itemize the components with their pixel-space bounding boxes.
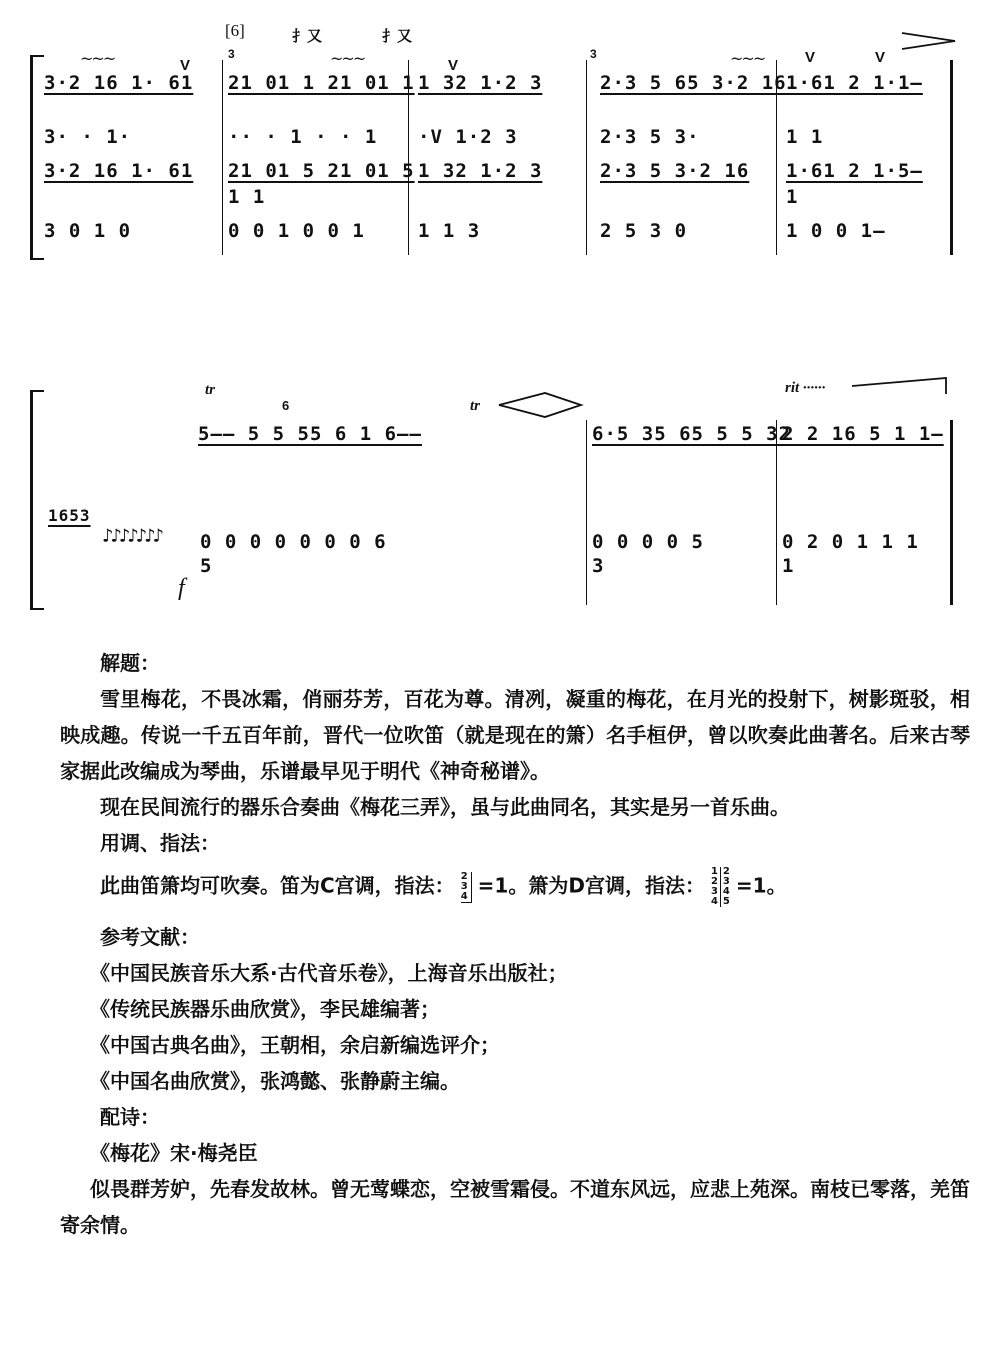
bar-line <box>222 60 223 255</box>
bar-line <box>586 420 587 605</box>
fingering-diagram-xiao <box>711 867 730 907</box>
mordent-mark: ~~~ <box>730 49 765 68</box>
reference-item: 《中国民族音乐大系·古代音乐卷》，上海音乐出版社； <box>90 961 568 985</box>
melody-measure: 1·61 2 1·5— <box>786 160 923 182</box>
finger-number: 2 <box>710 876 718 887</box>
music-score <box>0 0 1000 630</box>
reference-item: 《传统民族器乐曲欣赏》，李民雄编著； <box>90 997 440 1021</box>
ritardando-mark: rit ······ <box>785 380 826 396</box>
fingering-diagram-di <box>461 872 472 903</box>
harmony-measure: ·· · 1 · · 1 <box>228 126 378 148</box>
heading-refs: 参考文献： <box>100 925 200 949</box>
finger-number: 3 <box>460 880 468 892</box>
finger-number: 3 <box>710 886 718 897</box>
fingering-line <box>100 867 970 907</box>
bar-line <box>586 60 587 255</box>
finger-number: 3 <box>722 876 730 887</box>
bass-measure: 0 0 1 0 0 1 <box>228 220 365 242</box>
harmony-measure: 1 1 <box>786 126 824 148</box>
finger-number: 4 <box>710 896 718 907</box>
fingering-eq-a: =1。 <box>477 873 529 898</box>
bass-measure: 1 1 3 <box>418 220 481 242</box>
finger-number: 2 <box>722 866 730 877</box>
technique-mark: 扌又 <box>292 28 323 45</box>
breath-mark: V <box>448 57 459 74</box>
breath-mark: V <box>805 49 816 66</box>
finger-number: 2 <box>460 870 468 882</box>
triplet-mark: 3 <box>590 47 597 61</box>
section-mark: [6] <box>225 21 245 40</box>
technique-mark: 扌又 <box>382 28 413 45</box>
melody-measure: 2·3 5 65 3·2 16 <box>600 72 787 94</box>
melody-measure: 1 32 1·2 3 <box>418 160 543 182</box>
harmony-measure: ·V 1·2 3 <box>418 126 518 148</box>
grace-notes: 1653 <box>48 506 91 525</box>
finger-number: 1 <box>710 866 718 877</box>
trill-mark: tr <box>470 398 481 414</box>
description-text <box>60 645 970 1243</box>
melody-measure: 6·5 35 65 5 5 32 <box>592 423 792 445</box>
poem-text: 似畏群芳妒，先春发故林。曾无莺蝶恋，空被雪霜侵。不道东风远，应悲上苑深。南枝已零落，羌笛寄余情。 <box>60 1177 970 1237</box>
poem-title: 《梅花》宋·梅尧臣 <box>90 1141 258 1165</box>
breath-mark: V <box>875 49 886 66</box>
accompaniment-lower: 3 <box>592 555 605 577</box>
finger-number: 4 <box>722 886 730 897</box>
accompaniment-lower: 1 <box>782 555 795 577</box>
mordent-mark: ~~~ <box>330 49 365 68</box>
score-system-1 <box>30 21 960 260</box>
mordent-mark: ~~~ <box>80 49 115 68</box>
melody-measure: 2·3 5 3·2 16 <box>600 160 750 182</box>
fingering-eq-b: =1。 <box>735 873 787 898</box>
melody-measure: 21 01 1 21 01 1 <box>228 72 415 94</box>
bass-measure: 3 0 1 0 <box>44 220 132 242</box>
final-bar-line <box>950 420 953 605</box>
melody-measure: 2 2 16 5 1 1— <box>782 423 944 445</box>
trill-mark: tr <box>205 382 216 398</box>
accompaniment-measure: 0 0 0 0 0 0 0 6 <box>200 531 387 553</box>
sextuplet-mark: 6 <box>282 398 290 413</box>
bass-measure: 2 5 3 0 <box>600 220 688 242</box>
bass-measure: 1 0 0 1— <box>786 220 886 242</box>
heading-jieti: 解题： <box>100 651 160 675</box>
accompaniment-measure: 0 0 0 0 5 <box>592 531 704 553</box>
harmony-measure: 3· · 1· <box>44 126 132 148</box>
fingering-text-a: 此曲笛箫均可吹奏。笛为C宫调，指法： <box>100 873 455 898</box>
breath-mark: V <box>180 57 191 74</box>
paragraph-note: 现在民间流行的器乐合奏曲《梅花三弄》，虽与此曲同名，其实是另一首乐曲。 <box>100 795 790 819</box>
triplet-mark: 3 <box>228 47 235 61</box>
system-brace <box>30 390 44 610</box>
tremolo-marks: ♪♪♪♪♪♪♪ <box>102 525 162 547</box>
melody-measure: 5—— 5 5 55 6 1 6—— <box>198 423 422 445</box>
system-brace <box>30 55 44 260</box>
dynamic-forte: f <box>178 575 185 601</box>
melody-measure: 3·2 16 1· 61 <box>44 160 194 182</box>
crescendo-decrescendo-mark <box>495 390 585 420</box>
harmony-measure: 2·3 5 3· <box>600 126 700 148</box>
harmony-measure: 1 1 <box>228 186 266 208</box>
fingering-text-b: 箫为D宫调，指法： <box>528 873 705 898</box>
melody-measure: 1·61 2 1·1— <box>786 72 923 94</box>
paragraph-intro: 雪里梅花，不畏冰霜，俏丽芬芳，百花为尊。清冽，凝重的梅花，在月光的投射下，树影斑驳，相映成趣。传说一千五百年前，晋代一位吹笛（就是现在的箫）名手桓伊，曾以吹奏此曲著名。后来古琴家据此改编成为琴曲，乐谱最早见于明代《神奇秘谱》。 <box>60 687 970 783</box>
finger-number: 5 <box>722 896 730 907</box>
finger-number: 4 <box>460 890 468 902</box>
melody-measure: 3·2 16 1· 61 <box>44 72 194 94</box>
accompaniment-measure: 0 2 0 1 1 1 <box>782 531 919 553</box>
accompaniment-lower: 5 <box>200 555 213 577</box>
reference-item: 《中国名曲欣赏》，张鸿懿、张静蔚主编。 <box>90 1069 460 1093</box>
reference-item: 《中国古典名曲》，王朝相，余启新编选评介； <box>90 1033 500 1057</box>
heading-poem: 配诗： <box>100 1105 160 1129</box>
final-bar-line <box>950 60 953 255</box>
score-system-2 <box>30 380 960 610</box>
harmony-measure: 1 <box>786 186 799 208</box>
melody-measure: 1 32 1·2 3 <box>418 72 543 94</box>
melody-measure: 21 01 5 21 01 5 <box>228 160 415 182</box>
heading-yongdiao: 用调、指法： <box>100 831 220 855</box>
decrescendo-mark <box>850 376 950 400</box>
decrescendo-mark <box>900 29 960 53</box>
